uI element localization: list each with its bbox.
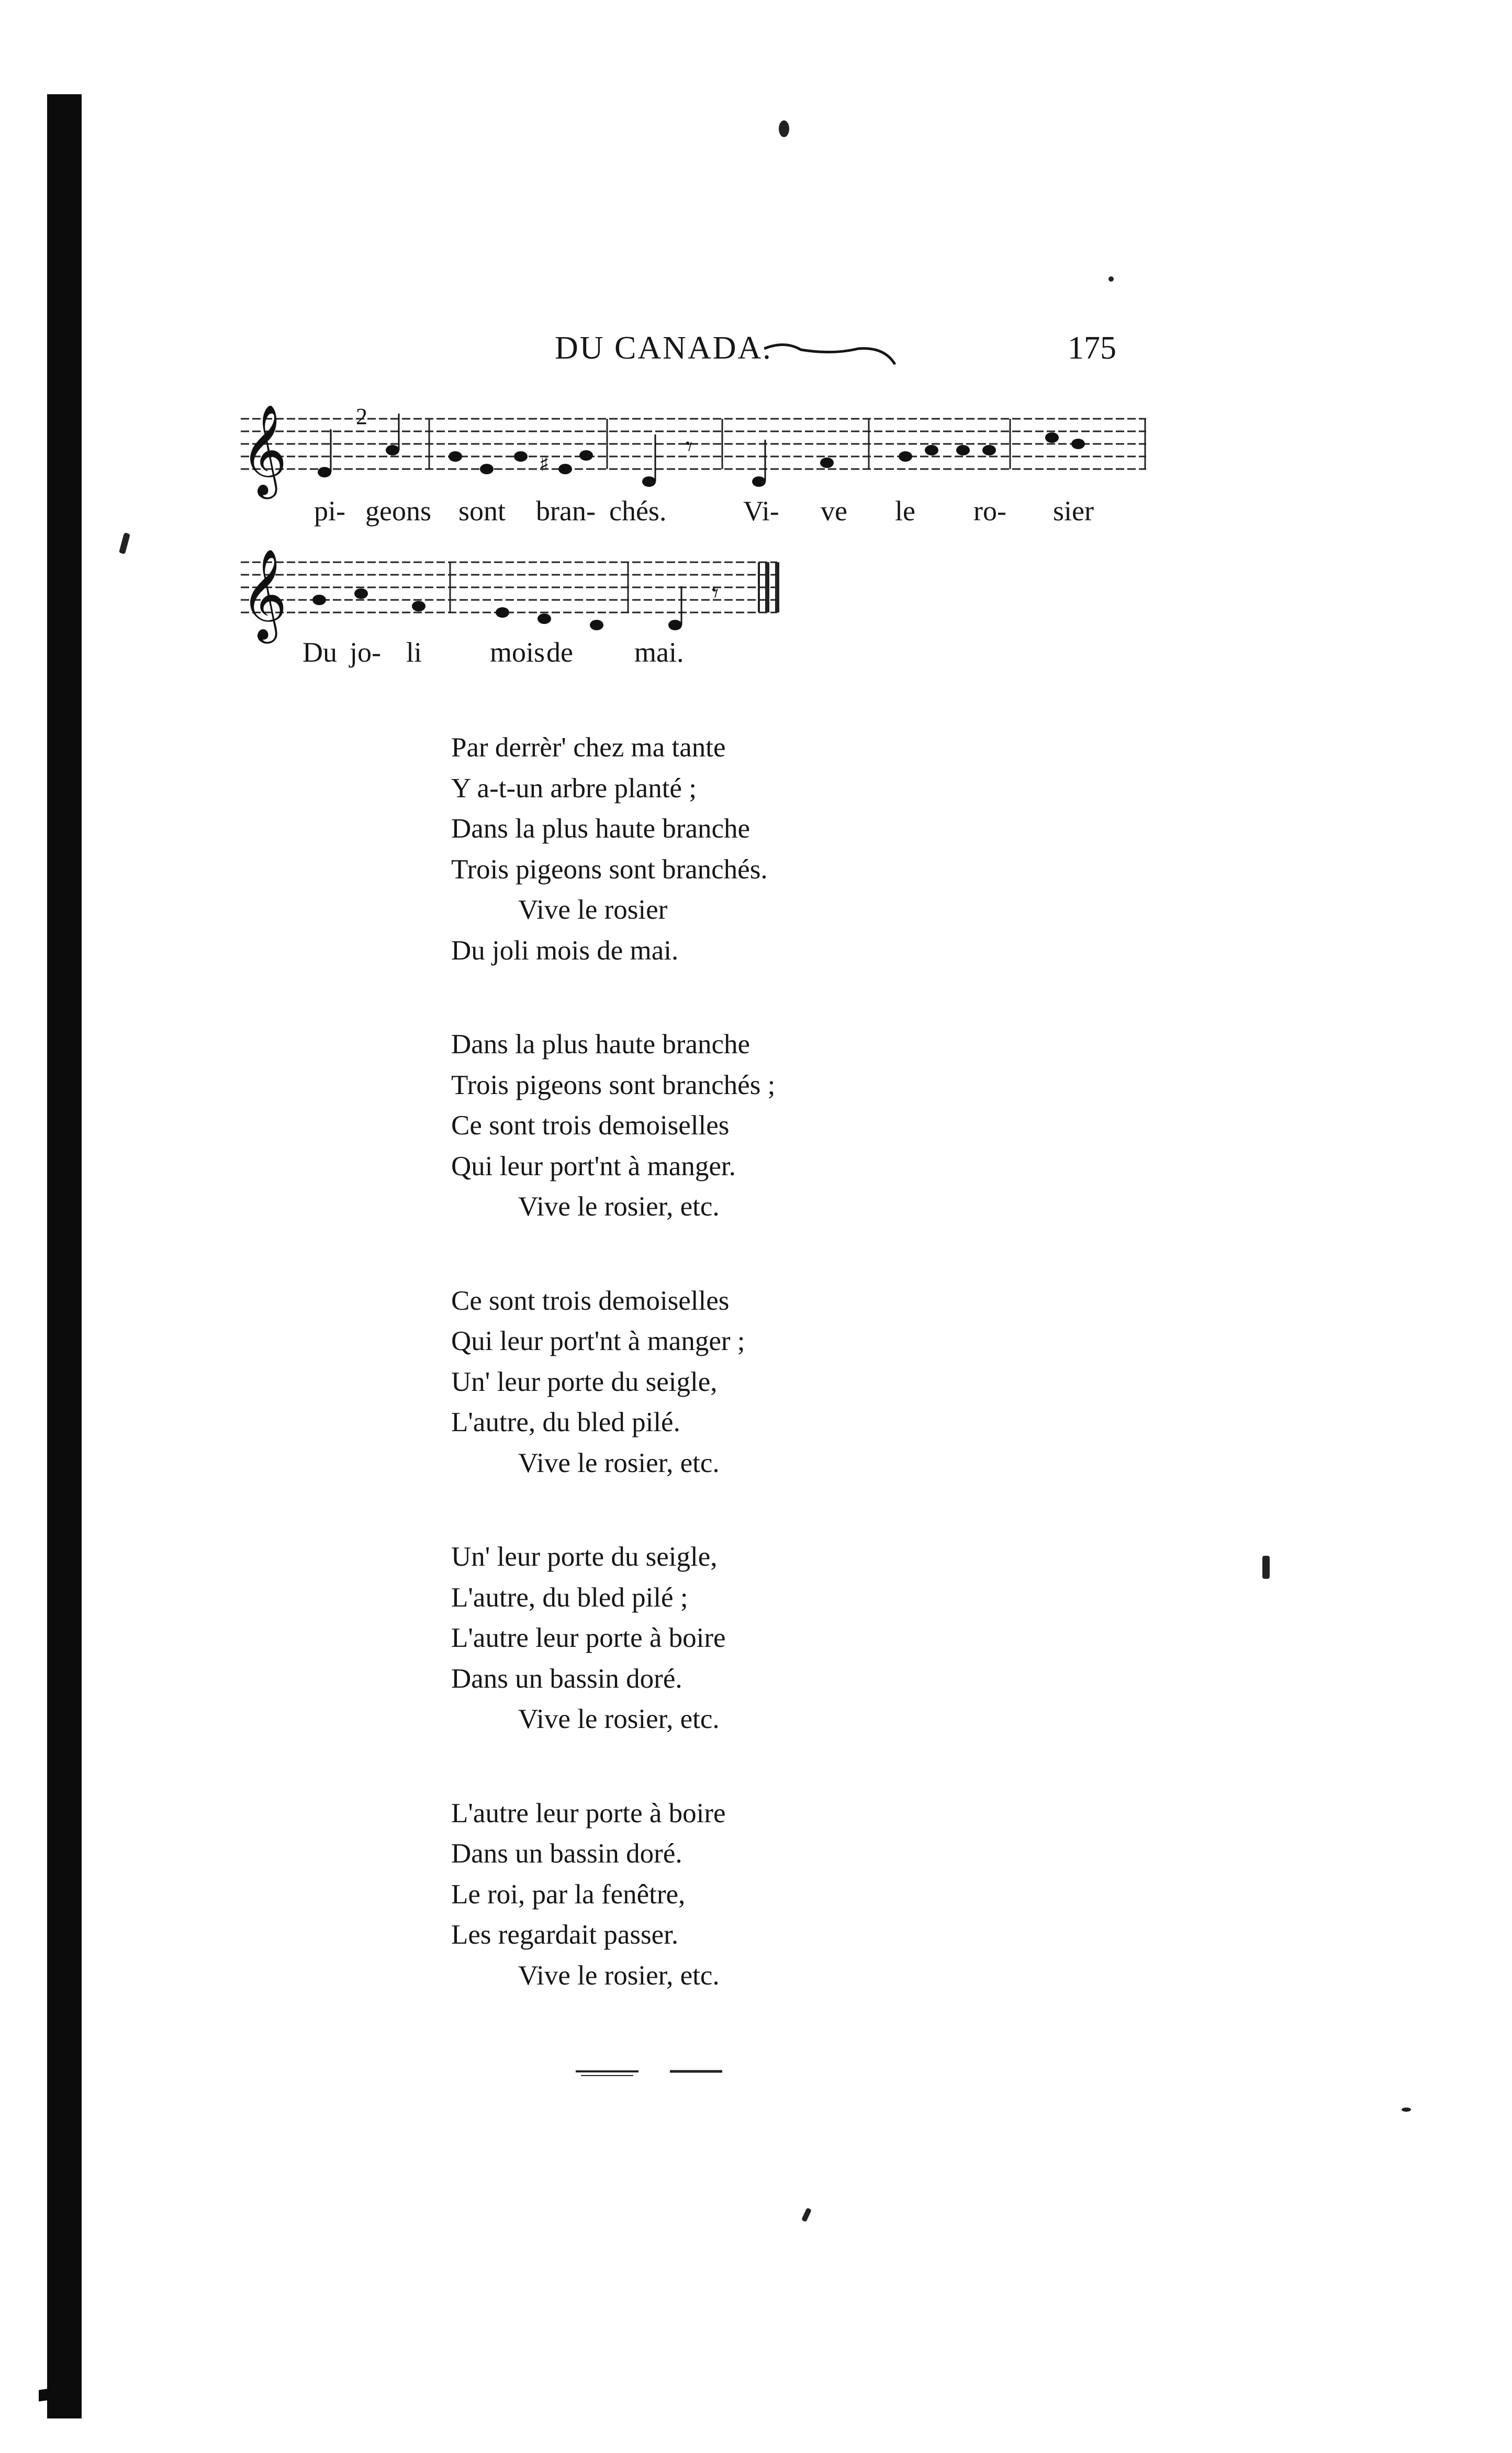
lyric-syllable: mois	[490, 637, 545, 668]
verse-line: Un' leur porte du seigle,	[451, 1366, 718, 1397]
ink-mark	[1262, 1556, 1270, 1579]
verse-line: Trois pigeons sont branchés.	[451, 854, 768, 885]
ink-speck	[801, 2207, 812, 2222]
stanza	[451, 1793, 775, 1997]
stanza	[451, 1281, 775, 1484]
lyric-syllable: le	[895, 495, 915, 527]
treble-clef-icon: 𝄞	[241, 549, 287, 640]
ink-speck	[1402, 2108, 1411, 2112]
verse-line: Dans un bassin doré.	[451, 1838, 682, 1869]
stanza	[451, 1537, 775, 1740]
lyric-syllable: sier	[1053, 495, 1094, 527]
verse-line: Ce sont trois demoiselles	[451, 1110, 730, 1141]
lyric-syllable: Du	[303, 637, 337, 668]
lyric-syllable: mai.	[634, 637, 684, 668]
refrain-line: Vive le rosier, etc.	[518, 1704, 720, 1734]
ink-mark	[119, 532, 130, 554]
song-verses	[451, 728, 775, 2049]
lyric-syllable: Vi-	[743, 495, 779, 527]
refrain-line: Vive le rosier, etc.	[518, 1447, 720, 1478]
verse-line: L'autre leur porte à boire	[451, 1623, 726, 1653]
lyric-syllable: li	[406, 637, 422, 668]
verse-line: Par derrèr' chez ma tante	[451, 732, 726, 763]
verse-line: Dans un bassin doré.	[451, 1663, 682, 1694]
verse-line: Qui leur port'nt à manger.	[451, 1151, 736, 1181]
refrain-line: Vive le rosier, etc.	[518, 1191, 720, 1222]
stanza	[451, 1024, 775, 1228]
lyric-syllable: ro-	[973, 495, 1006, 527]
lyric-syllable: de	[546, 637, 573, 668]
verse-line: Les regardait passer.	[451, 1920, 679, 1950]
verse-line: Y a-t-un arbre planté ;	[451, 773, 697, 804]
verse-line: L'autre, du bled pilé.	[451, 1407, 680, 1437]
svg-text:𝄾: 𝄾	[712, 578, 719, 608]
verse-line: L'autre leur porte à boire	[451, 1798, 726, 1828]
treble-clef-icon: 𝄞	[241, 404, 287, 495]
refrain-line: Vive le rosier, etc.	[518, 1960, 720, 1991]
lyric-syllable: pi-	[314, 495, 345, 527]
measure-number: 2	[356, 404, 367, 429]
lyric-syllable: geons	[365, 495, 431, 527]
ink-speck	[1108, 276, 1114, 282]
verse-line: Dans la plus haute branche	[451, 813, 751, 844]
page-number: 175	[1068, 330, 1116, 366]
stanza	[451, 728, 775, 971]
refrain-line: Vive le rosier	[518, 895, 668, 925]
lyric-syllable: jo-	[350, 637, 381, 668]
ink-blot	[779, 120, 789, 137]
verse-line: L'autre, du bled pilé ;	[451, 1582, 688, 1613]
lyric-syllable: bran-	[536, 495, 596, 527]
verse-line: Dans la plus haute branche	[451, 1029, 751, 1060]
svg-text:𝄾: 𝄾	[686, 431, 693, 462]
verse-line: Qui leur port'nt à manger ;	[451, 1326, 745, 1356]
book-spine-shadow	[47, 94, 82, 2418]
verse-line: Le roi, par la fenêtre,	[451, 1879, 686, 1910]
svg-text:♯: ♯	[539, 452, 550, 476]
music-staff-system-1	[230, 398, 1162, 503]
music-staff-system-2	[230, 529, 806, 644]
lyric-syllable: chés.	[609, 495, 667, 527]
refrain-line: Du joli mois de mai.	[451, 935, 679, 966]
lyric-syllable: sont	[458, 495, 506, 527]
verse-line: Ce sont trois demoiselles	[451, 1285, 730, 1316]
verse-line: Un' leur porte du seigle,	[451, 1542, 718, 1572]
header-flourish	[764, 334, 900, 371]
end-ornament-rule	[576, 2065, 733, 2081]
lyric-syllable: ve	[821, 495, 847, 527]
running-title: DU CANADA.	[555, 330, 772, 366]
verse-line: Trois pigeons sont branchés ;	[451, 1069, 776, 1100]
